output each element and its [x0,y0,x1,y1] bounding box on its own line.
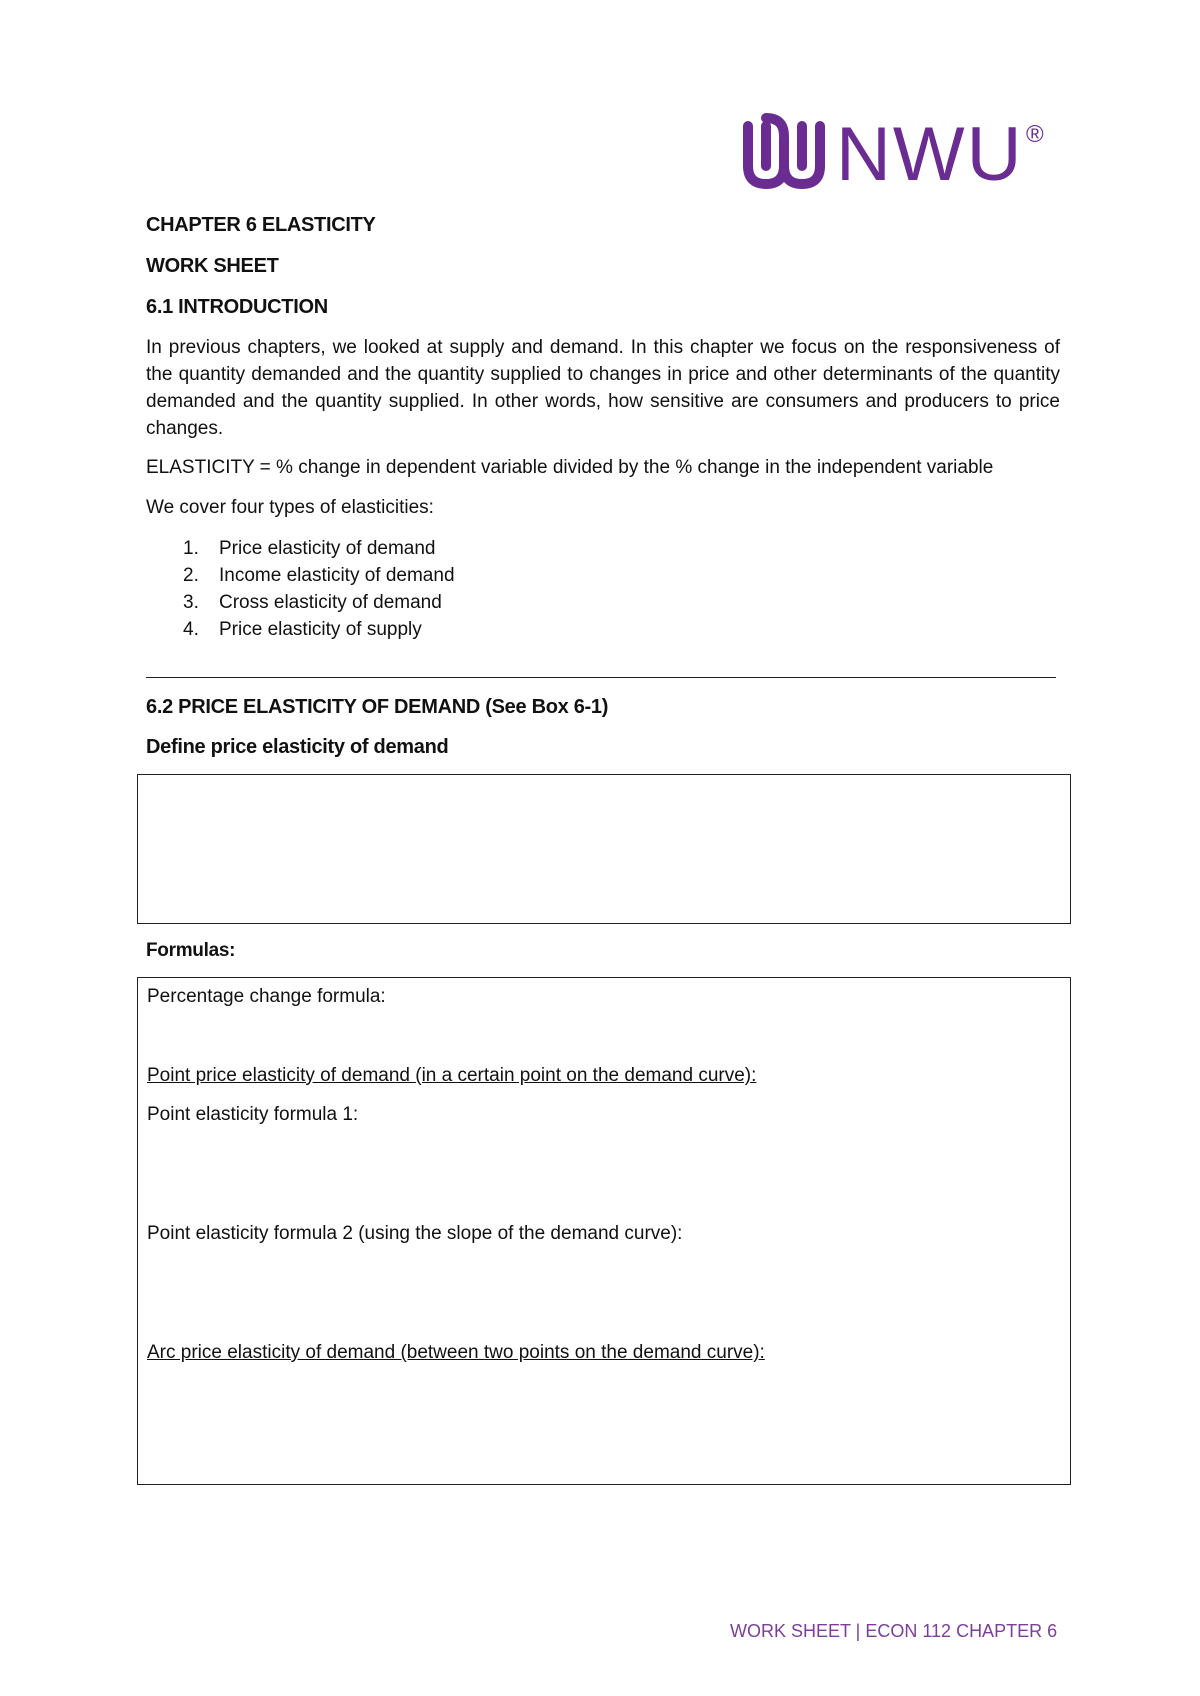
list-item: 4. Price elasticity of supply [183,619,422,640]
registered-mark: ® [1026,121,1044,148]
percentage-change-label: Percentage change formula: [147,986,386,1007]
formulas-label: Formulas: [146,940,236,961]
intro-paragraph: In previous chapters, we looked at supply and demand. In this chapter we focus on the responsiveness of the quantity demanded and the quantity supplied to changes in price and other determinants of the quantity demanded and the quantity supplied. In other words, how sensitive are consumers and producers to price changes. [146,337,1060,439]
point-formula-2-label: Point elasticity formula 2 (using the slope of the demand curve): [147,1223,683,1244]
page-footer: WORK SHEET | ECON 112 CHAPTER 6 [730,1621,1058,1641]
chapter-title: CHAPTER 6 ELASTICITY [146,214,376,236]
list-item: 3. Cross elasticity of demand [183,592,442,613]
logo-text: NWU [836,112,1024,192]
elasticity-definition: ELASTICITY = % change in dependent variable divided by the % change in the independent variable [146,457,994,478]
point-price-heading: Point price elasticity of demand (in a certain point on the demand curve): [147,1065,757,1086]
worksheet-title: WORK SHEET [146,255,279,277]
nwu-logo [738,108,1050,192]
types-intro: We cover four types of elasticities: [146,497,434,518]
point-formula-1-label: Point elasticity formula 1: [147,1104,359,1125]
list-item: 1. Price elasticity of demand [183,538,436,559]
section-62-title: 6.2 PRICE ELASTICITY OF DEMAND (See Box 6-1) [146,696,609,718]
formulas-answer-box[interactable] [137,977,1071,1485]
elasticity-types-list [146,535,455,643]
section-divider [146,677,1056,678]
definition-answer-box[interactable] [137,774,1071,924]
arc-price-heading: Arc price elasticity of demand (between two points on the demand curve): [147,1342,765,1363]
list-item: 2. Income elasticity of demand [183,565,455,586]
define-prompt: Define price elasticity of demand [146,736,449,758]
intro-heading: 6.1 INTRODUCTION [146,296,328,318]
